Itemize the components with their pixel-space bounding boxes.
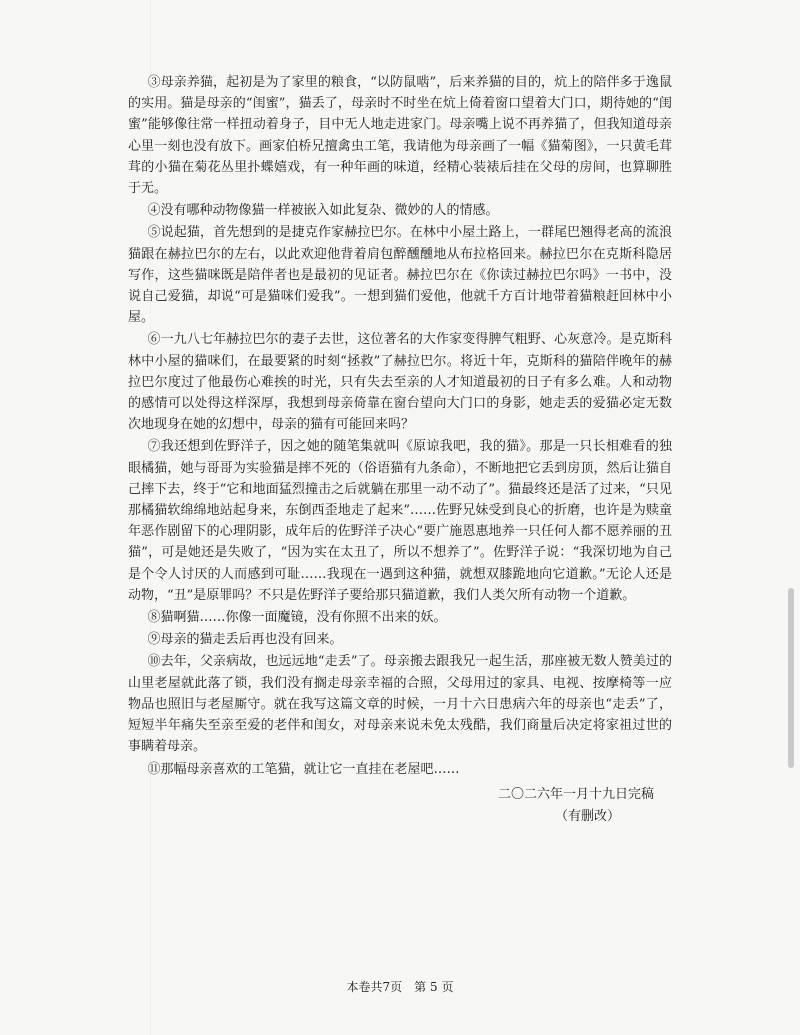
paragraph-6: ⑥一九八七年赫拉巴尔的妻子去世，这位著名的大作家变得脾气粗野、心灰意冷。是克斯科林中小屋的猫咪们，在最要紧的时刻“拯救”了赫拉巴尔。将近十年，克斯科的猫陪伴晚年的赫拉巴尔度过了他最伤心难挨的时光，只有失去至亲的人才知道最初的日子有多么难。人和动物的感情可以处得这样深厚，我想到母亲倚靠在窗台望向大门口的身影，她走丢的爱猫必定无数次地现身在她的幻想中，母亲的猫有可能回来吗？ [128, 332, 672, 433]
paragraph-11: ⑪那幅母亲喜欢的工笔猫，就让它一直挂在老屋吧…… [147, 761, 460, 777]
article-body [128, 72, 672, 828]
page-footer: 本卷共7页 第 5 页 [346, 980, 454, 994]
paragraph-10: ⑩去年，父亲病故，也远远地“走丢”了。母亲搬去跟我兄一起生活，那座被无数人赞美过的山里老屋就此落了锁，我们没有搁走母亲幸福的合照，父母用过的家具、电视、按摩椅等一应物品也照旧与老屋厮守。就在我写这篇文章的时候，一月十六日患病六年的母亲也“走丢”了，短短半年痛失至亲至爱的老伴和闺女，对母亲来说未免太残酷，我们商量后决定将家祖过世的事瞒着母亲。 [128, 654, 672, 755]
abridged-note: （有删改） [554, 808, 620, 824]
paragraph-4: ④没有哪种动物像猫一样被嵌入如此复杂、微妙的人的情感。 [147, 203, 499, 219]
paragraph-3: ③母亲养猫，起初是为了家里的粮食，“以防鼠啮”，后来养猫的目的，炕上的陪伴多于逸鼠的实用。猫是母亲的“闺蜜”，猫丢了，母亲时不时坐在炕上倚着窗口望着大门口，期待她的“闺蜜”能够像往常一样扭动着身子，目中无人地走进家门。母亲嘴上说不再养猫了，但我知道母亲心里一刻也没有放下。画家伯桥兄擅禽虫工笔，我请他为母亲画了一幅《猫菊图》，一只黄毛茸茸的小猫在菊花丛里扑蝶嬉戏，有一种年画的味道，经精心装裱后挂在父母的房间，也算聊胜于无。 [128, 75, 672, 197]
signature-block [128, 784, 672, 828]
paragraph-5: ⑤说起猫，首先想到的是捷克作家赫拉巴尔。在林中小屋土路上，一群尾巴翘得老高的流浪猫跟在赫拉巴尔的左右，以此欢迎他背着肩包醉醺醺地从布拉格回来。赫拉巴尔在克斯科隐居写作，这些猫咪既是陪伴者也是最初的见证者。赫拉巴尔在《你读过赫拉巴尔吗》一书中，没说自己爱猫，却说“可是猫咪们爱我”。一想到猫们爱他，他就千方百计地带着猫粮赶回林中小屋。 [128, 225, 672, 326]
paragraph-7: ⑦我还想到佐野洋子，因之她的随笔集就叫《原谅我吧，我的猫》。那是一只长相难看的独眼橘猫，她与哥哥为实验猫是摔不死的（俗语猫有九条命），不断地把它丢到房顶，然后让猫自己摔下去，终于“它和地面猛烈撞击之后就躺在那里一动不动了”。猫最终还是活了过来，“只见那橘猫软绵绵地站起身来，东倒西歪地走了起来”……佐野兄妹受到良心的折磨，也许是为赎童年恶作剧留下的心理阴影，成年后的佐野洋子决心“要广施恩惠地养一只任何人都不愿养丽的丑猫”，可是她还是失败了，“因为实在太丑了，所以不想养了”。佐野洋子说：“我深切地为自己是个令人讨厌的人而感到可耻……我现在一遇到这种猫，就想双膝跪地向它道歉。”无论人还是动物，“丑”是原罪吗？不只是佐野洋子要给那只猫道歉，我们人类欠所有动物一个道歉。 [128, 439, 672, 603]
scrollbar-thumb[interactable] [788, 588, 794, 768]
paragraph-8: ⑧猫啊猫……你像一面魔镜，没有你照不出来的妖。 [147, 610, 447, 626]
completion-date: 二〇二六年一月十九日完稿 [497, 786, 654, 802]
paragraph-9: ⑨母亲的猫走丢后再也没有回来。 [147, 632, 343, 648]
